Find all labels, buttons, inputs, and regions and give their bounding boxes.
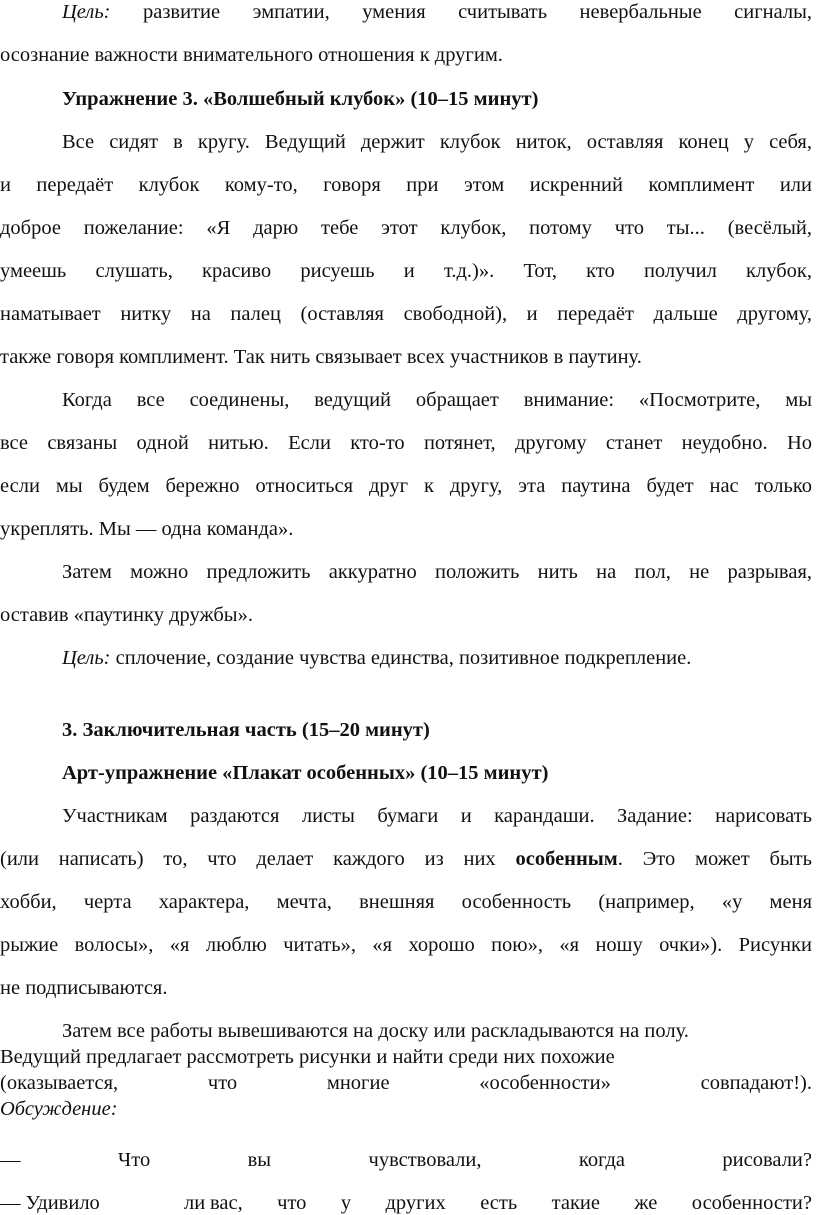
paragraph-line: Затем все работы вывешиваются на доску или раскладываются на полу. <box>62 1020 689 1042</box>
paragraph-line: хобби, черта характера, мечта, внешняя особенность (например, «у меня <box>0 891 812 913</box>
goal2-line <box>62 646 812 670</box>
goal-text: сплочение, создание чувства единства, позитивное подкрепление. <box>110 647 692 669</box>
goal-label: Цель: <box>62 647 111 669</box>
paragraph-line <box>0 847 812 871</box>
paragraph-line: Все сидят в кругу. Ведущий держит клубок ниток, оставляя конец у себя, <box>62 131 812 153</box>
paragraph-line: доброе пожелание: «Я дарю тебе этот клубок, потому что ты... (весёлый, <box>0 217 812 239</box>
text-run: — Удивило <box>0 1192 100 1214</box>
paragraph-line: наматывает нитку на палец (оставляя свободной), и передаёт дальше другому, <box>0 303 812 325</box>
paragraph-line: Ведущий предлагает рассмотреть рисунки и найти среди них похожие <box>0 1046 615 1068</box>
text-run: (или написать) то, что делает каждого из них <box>0 848 516 870</box>
part3-heading: 3. Заключительная часть (15–20 минут) <box>62 719 430 741</box>
goal1-line1 <box>62 0 812 24</box>
goal-text: развитие эмпатии, умения считывать невербальные сигналы, <box>110 1 812 23</box>
art-exercise-heading: Арт-упражнение «Плакат особенных» (10–15 минут) <box>62 762 549 784</box>
paragraph-line: все связаны одной нитью. Если кто-то потянет, другому станет неудобно. Но <box>0 432 812 454</box>
text-run: вас, что у других есть такие же особенности? <box>210 1192 812 1214</box>
question-line <box>0 1191 812 1215</box>
paragraph-line: укреплять. Мы — одна команда». <box>0 518 294 540</box>
paragraph-line: также говоря комплимент. Так нить связывает всех участников в паутину. <box>0 346 642 368</box>
paragraph-line: если мы будем бережно относиться друг к другу, эта паутина будет нас только <box>0 475 812 497</box>
paragraph-line: не подписываются. <box>0 977 168 999</box>
question-line: — Что вы чувствовали, когда рисовали? <box>0 1149 812 1171</box>
discussion-label-line <box>0 1097 812 1121</box>
discussion-label: Обсуждение: <box>0 1098 118 1120</box>
bold-word: особенным <box>515 848 618 870</box>
text-run: ли <box>184 1192 206 1214</box>
goal-label: Цель: <box>62 1 111 23</box>
paragraph-line: (оказывается, что многие «особенности» совпадают!). <box>0 1072 812 1094</box>
text-run: . Это может быть <box>617 848 812 870</box>
paragraph-line: умеешь слушать, красиво рисуешь и т.д.)». Тот, кто получил клубок, <box>0 260 812 282</box>
paragraph-line: Когда все соединены, ведущий обращает внимание: «Посмотрите, мы <box>62 389 812 411</box>
goal1-line2: осознание важности внимательного отношения к другим. <box>0 44 503 66</box>
paragraph-line: Участникам раздаются листы бумаги и карандаши. Задание: нарисовать <box>62 805 812 827</box>
paragraph-line: и передаёт клубок кому-то, говоря при этом искренний комплимент или <box>0 174 812 196</box>
paragraph-line: оставив «паутинку дружбы». <box>0 604 253 626</box>
exercise3-heading: Упражнение 3. «Волшебный клубок» (10–15 минут) <box>62 88 539 110</box>
paragraph-line: Затем можно предложить аккуратно положить нить на пол, не разрывая, <box>62 561 812 583</box>
paragraph-line: рыжие волосы», «я люблю читать», «я хорошо пою», «я ношу очки»). Рисунки <box>0 934 812 956</box>
